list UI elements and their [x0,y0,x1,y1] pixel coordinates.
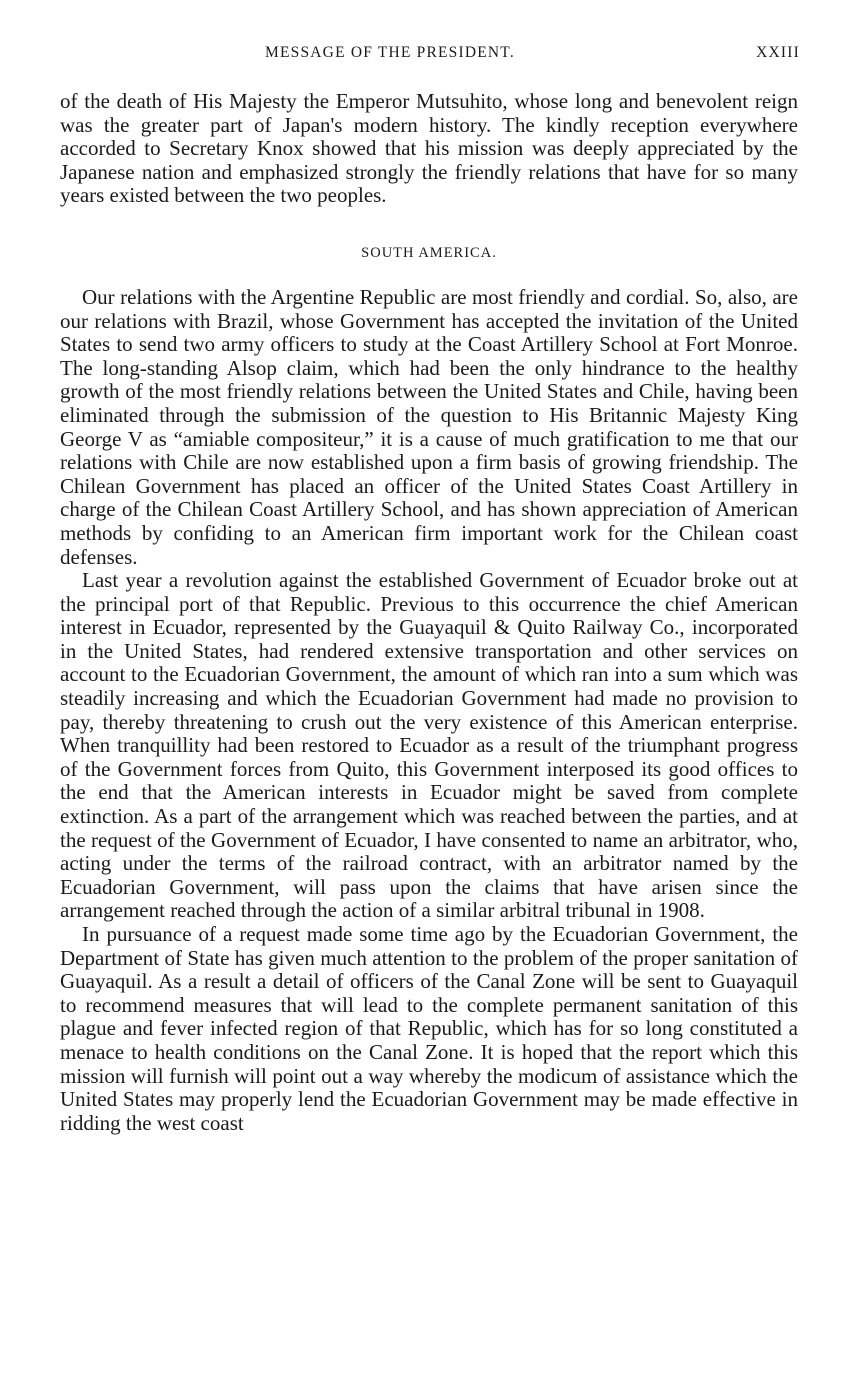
body-text [60,90,798,1135]
paragraph-japan-continued: of the death of His Majesty the Emperor Mutsuhito, whose long and benevolent reign was the greater part of Japan's modern history. The kindly reception everywhere accorded to Secretary Knox showed that his mission was deeply appreciated by the Japanese nation and emphasized strongly the friendly relations that have for so many years existed between the two peoples. [60,89,798,208]
running-head [60,44,800,66]
paragraph-guayaquil-sanitation: In pursuance of a request made some time ago by the Ecuadorian Government, the Department of State has given much attention to the problem of the proper sanitation of Guayaquil. As a result a detail of officers of the Canal Zone will be sent to Guayaquil to recommend measures that will lead to the complete permanent sanitation of this plague and fever infected region of that Republic, which has for so long constituted a menace to health conditions on the Canal Zone. It is hoped that the report which this mission will furnish will point out a way whereby the modicum of assistance which the United States may properly lend the Ecuadorian Government may be made effective in ridding the west coast [60,922,798,1135]
running-head-title: MESSAGE OF THE PRESIDENT. [265,44,515,61]
paragraph-ecuador-revolution: Last year a revolution against the established Government of Ecuador broke out at the principal port of that Republic. Previous to this occurrence the chief American interest in Ecuador, represented by the Guayaquil & Quito Railway Co., incorporated in the United States, had rendered extensive transportation and other services on account to the Ecuadorian Government, the amount of which ran into a sum which was steadily increasing and which the Ecuadorian Government had made no provision to pay, thereby threatening to crush out the very existence of this American enterprise. When tranquillity had been restored to Ecuador as a result of the triumphant progress of the Government forces from Quito, this Government interposed its good offices to the end that the American interests in Ecuador might be saved from complete extinction. As a part of the arrangement which was reached between the parties, and at the request of the Government of Ecuador, I have consented to name an arbitrator, who, acting under the terms of the railroad contract, with an arbitrator named by the Ecuadorian Government, will pass upon the claims that have arisen since the arrangement reached through the action of a similar arbitral tribunal in 1908. [60,568,798,923]
page-number: XXIII [756,44,800,61]
paragraph-argentina-brazil-chile: Our relations with the Argentine Republic are most friendly and cordial. So, also, are our relations with Brazil, whose Government has accepted the invitation of the United States to send two army officers to study at the Coast Artillery School at Fort Monroe. The long-standing Alsop claim, which had been the only hindrance to the healthy growth of the most friendly relations between the United States and Chile, having been eliminated through the submission of the question to His Britannic Majesty King George V as “amiable compositeur,” it is a cause of much gratification to me that our relations with Chile are now established upon a firm basis of growing friendship. The Chilean Government has placed an officer of the United States Coast Artillery in charge of the Chilean Coast Artillery School, and has shown appreciation of American methods by confiding to an American firm important work for the Chilean coast defenses. [60,284,798,569]
section-heading-south-america: SOUTH AMERICA. [361,244,497,261]
